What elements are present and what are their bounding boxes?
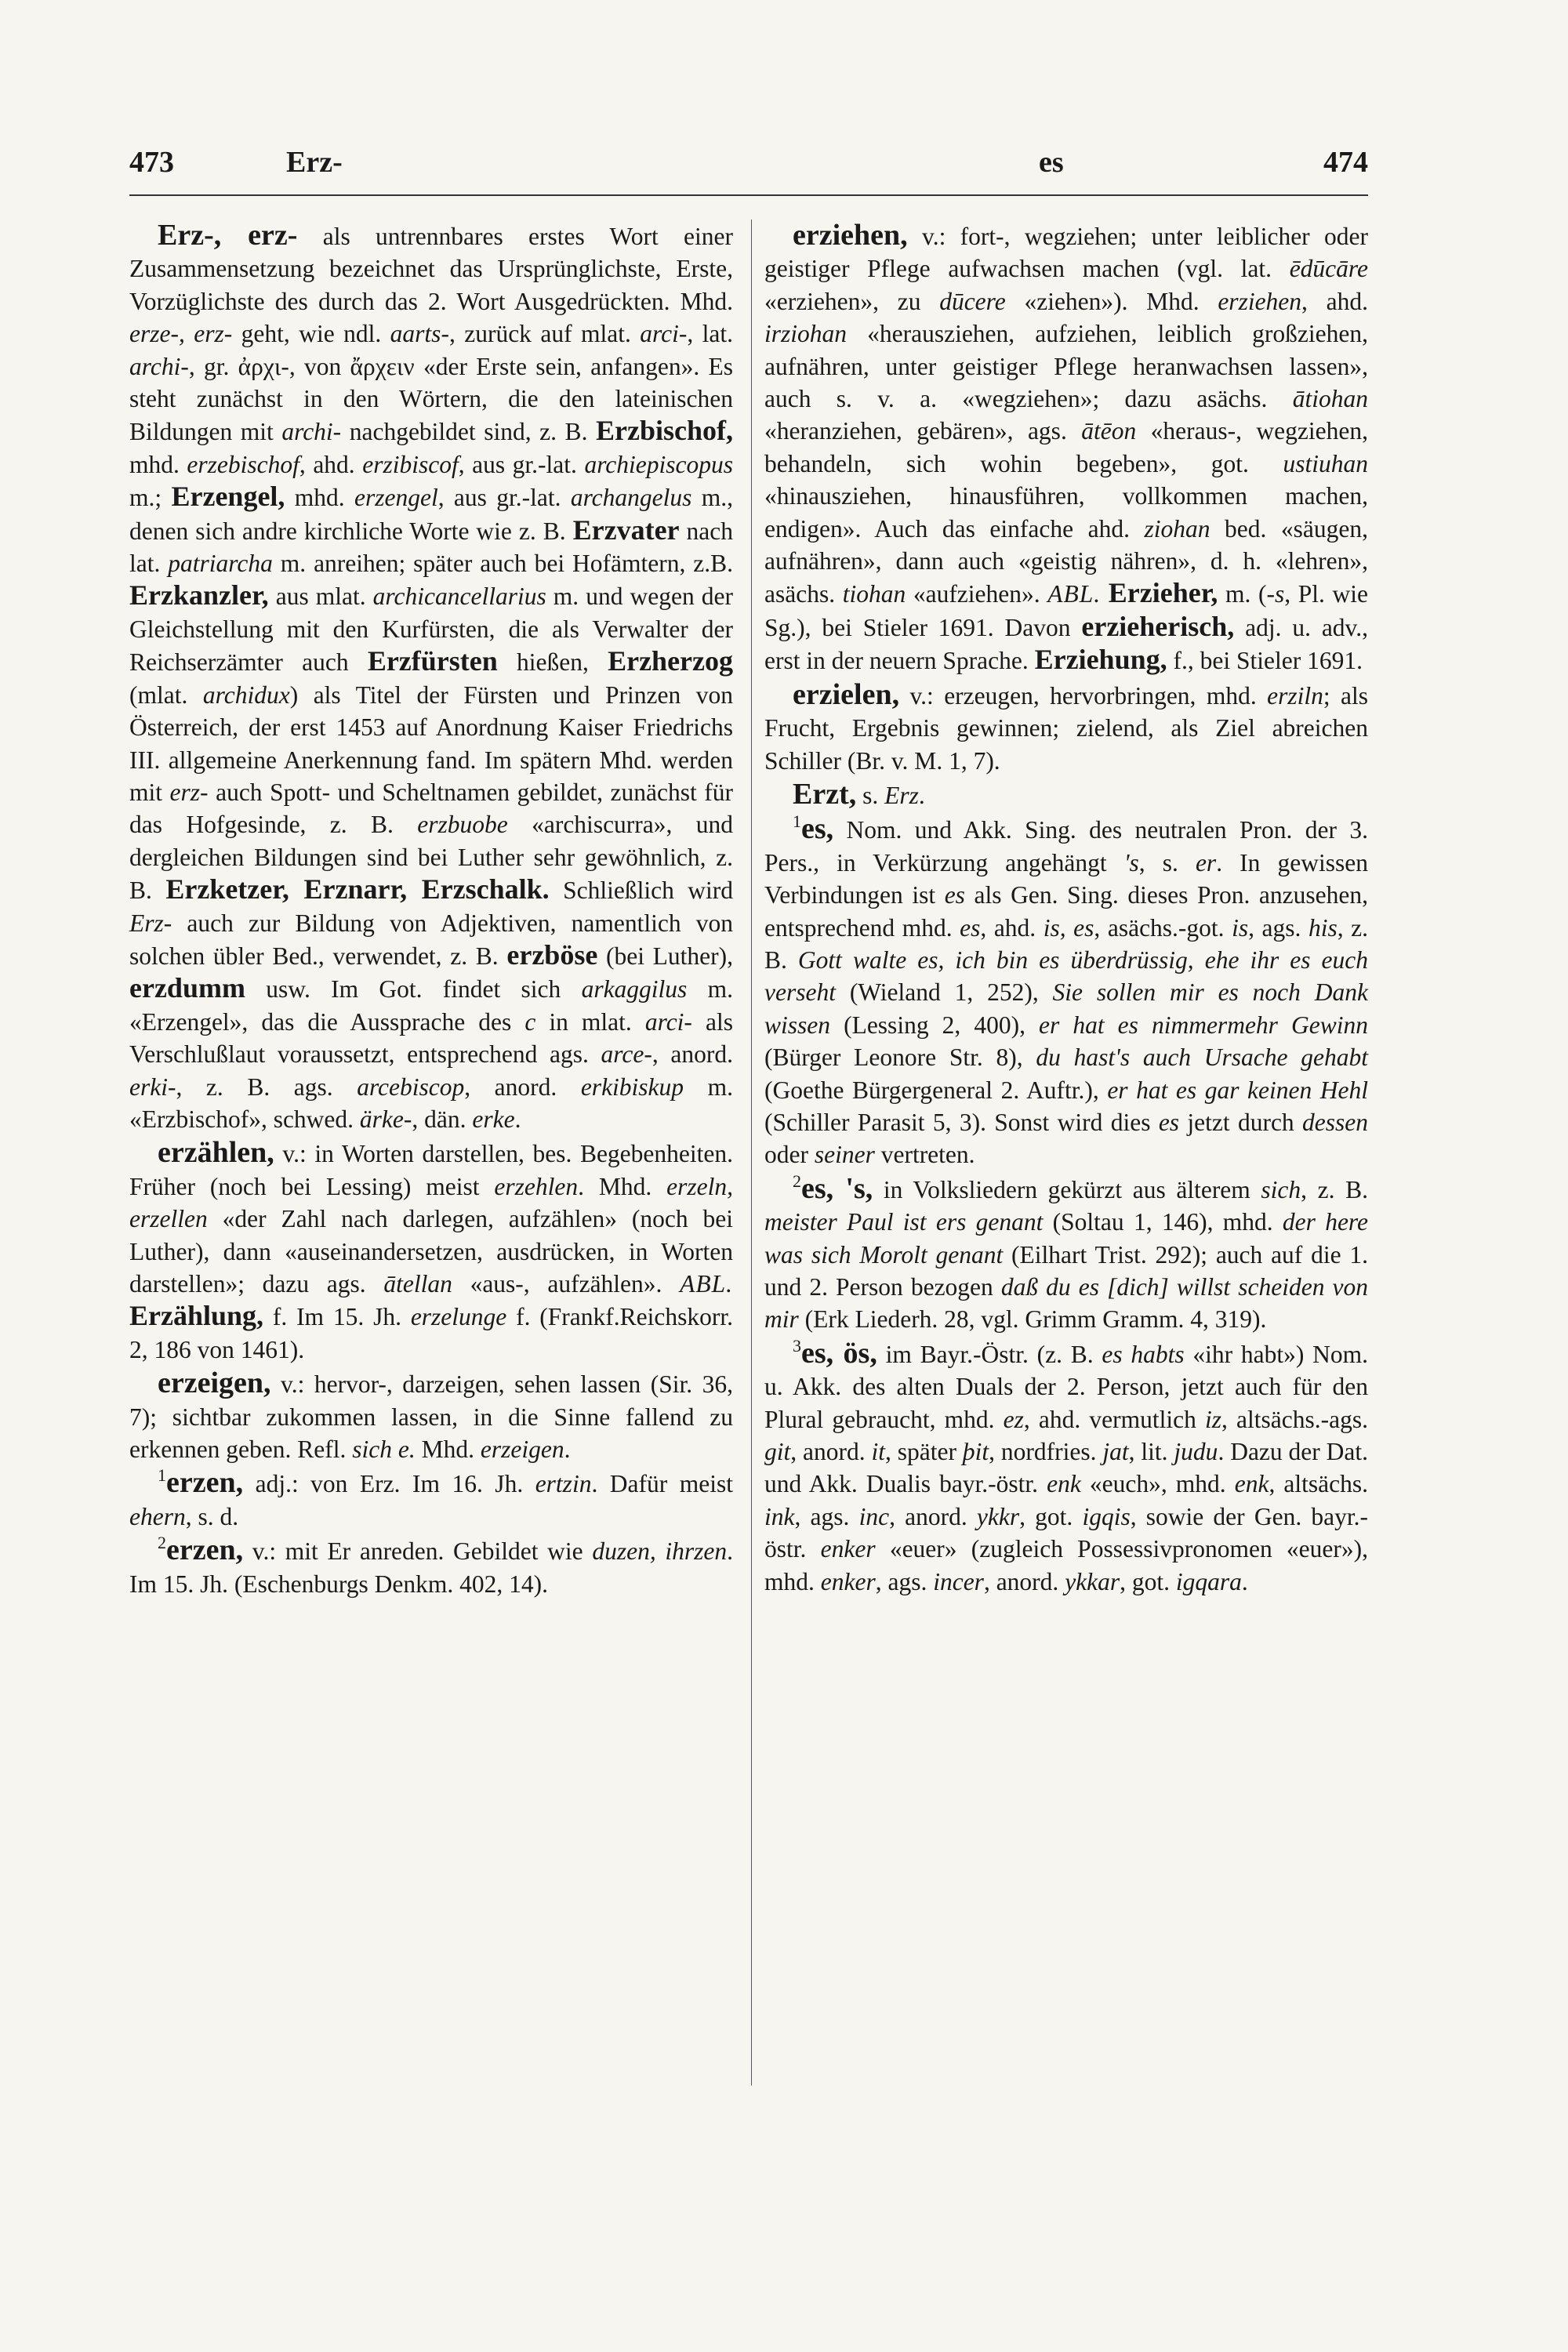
headword: erziehen, <box>793 219 908 252</box>
headword: Erzengel, <box>171 481 285 513</box>
headword: Erzt, <box>793 777 857 811</box>
headword: Erziehung, <box>1034 644 1167 676</box>
headword: Erzketzer, Erznarr, Erzschalk. <box>165 873 550 906</box>
headword: Erz-, erz- <box>158 219 298 252</box>
dictionary-entry: erzielen, v.: erzeugen, hervorbringen, mhd. erziln; als Frucht, Ergebnis gewinnen; zielend, als Ziel abreichen Schiller (Br. v. M. 1, 7). <box>764 677 1368 775</box>
headword: Erzählung, <box>129 1300 264 1332</box>
left-column <box>129 220 733 1602</box>
headword: Erzbischof, <box>596 415 733 447</box>
page-number-right: 474 <box>1323 146 1368 179</box>
headword: Erzvater <box>572 514 680 546</box>
dictionary-entry: $^3$es, ös, im Bayr.-Östr. (z. B. es habts «ihr habt») Nom. u. Akk. des alten Duals der 2. Person, jetzt auch für den Plural gebraucht, mhd. ez, ahd. vermutlich iz, altsächs.-ags. git, anord. it, später þit, nordfries. jat, lit. judu. Dazu der Dat. und Akk. Dualis bayr.-östr. enk «euch», mhd. enk, altsächs. ink, ags. inc, anord. ykkr, got. igqis, sowie der Gen. bayr.-östr. enker «euer» (zugleich Possessivpronomen «euer»), mhd. enker, ags. incer, anord. ykkar, got. igqara. <box>764 1335 1368 1595</box>
dictionary-entry: Erz-, erz- als untrennbares erstes Wort einer Zusammensetzung bezeichnet das Ursprünglichste, Erste, Vorzüglichste des durch das 2. Wort Ausgedrückten. Mhd. erze-, erz- geht, wie ndl. aarts-, zurück auf mlat. arci-, lat. archi-, gr. ἀρχι-, von ἄρχειν «der Erste sein, anfangen». Es steht zunächst in den Wörtern, die den lateinischen Bildungen mit archi- nachgebildet sind, z. B. Erzbischof, mhd. erzebischof, ahd. erzibiscof, aus gr.-lat. archiepiscopus m.; Erzengel, mhd. erzengel, aus gr.-lat. archangelus m., denen sich andre kirchliche Worte wie z. B. Erzvater nach lat. patriarcha m. anreihen; später auch bei Hofämtern, z.B. Erzkanzler, aus mlat. archicancellarius m. und wegen der Gleichstellung mit den Kurfürsten, die als Verwalter der Reichserzämter auch Erzfürsten hießen, Erzherzog (mlat. archidux) als Titel der Fürsten und Prinzen von Österreich, der erst 1453 auf Anordnung Kaiser Friedrichs III. allgemeine Anerkennung fand. Im spätern Mhd. werden mit erz- auch Spott- und Scheltnamen gebildet, zunächst für das Hofgesinde, z. B. erzbuobe «archiscurra», und dergleichen Bildungen sind bei Luther sehr gewöhnlich, z. B. Erzketzer, Erznarr, Erzschalk. Schließlich wird Erz- auch zur Bildung von Adjektiven, namentlich von solchen übler Bed., verwendet, z. B. erzböse (bei Luther), erzdumm usw. Im Got. findet sich arkaggilus m. «Erzengel», das die Aussprache des c in mlat. arci- als Verschlußlaut voraussetzt, entsprechend ags. arce-, anord. erki-, z. B. ags. arcebiscop, anord. erkibiskup m. «Erzbischof», schwed. ärke-, dän. erke. <box>129 219 734 1133</box>
headword: erzböse <box>506 938 598 971</box>
header-rule <box>129 194 1368 196</box>
headword: erzdumm <box>129 972 245 1004</box>
dictionary-entry: $^1$erzen, adj.: von Erz. Im 16. Jh. ertzin. Dafür meist ehern, s. d. <box>129 1465 733 1530</box>
headword: erzeigen, <box>158 1367 271 1400</box>
dictionary-entry: $^1$es, Nom. und Akk. Sing. des neutralen Pron. der 3. Pers., in Verkürzung angehängt 's, s. er. In gewissen Verbindungen ist es als Gen. Sing. dieses Pron. anzusehen, entsprechend mhd. es, ahd. is, es, asächs.-got. is, ags. his, z. B. Gott walte es, ich bin es überdrüssig, ehe ihr es euch verseht (Wieland 1, 252), Sie sollen mir es noch Dank wissen (Lessing 2, 400), er hat es nimmermehr Gewinn (Bürger Leonore Str. 8), du hast's auch Ursache gehabt (Goethe Bürgergeneral 2. Auftr.), er hat es gar keinen Hehl (Schiller Parasit 5, 3). Sonst wird dies es jetzt durch dessen oder seiner vertreten. <box>764 811 1369 1169</box>
running-head-left: Erz- <box>286 146 343 179</box>
headword: Erzherzog <box>608 645 734 677</box>
dictionary-entry: erzählen, v.: in Worten darstellen, bes. Begebenheiten. Früher (noch bei Lessing) meist erzehlen. Mhd. erzeln, erzellen «der Zahl nach darlegen, aufzählen» (noch bei Luther), dann «auseinandersetzen, ausdrücken, in Worten darstellen»; dazu ags. ātellan «aus-, aufzählen». ABL. Erzählung, f. Im 15. Jh. erzelunge f. (Frankf.Reichskorr. 2, 186 von 1461). <box>129 1136 733 1363</box>
headword: erzählen, <box>158 1136 274 1170</box>
headword: erzen, <box>166 1534 244 1567</box>
page-number-left: 473 <box>129 146 174 179</box>
dictionary-entry: erziehen, v.: fort-, wegziehen; unter leiblicher oder geistiger Pflege aufwachsen machen (vgl. lat. ēdūcāre «erziehen», zu dūcere «ziehen»). Mhd. erziehen, ahd. irziohan «herausziehen, aufziehen, leiblich großziehen, aufnähren, unter geistiger Pflege heranwachsen lassen», auch s. v. a. «wegziehen»; dazu asächs. ātiohan «heranziehen, gebären», ags. ātēon «heraus-, wegziehen, behandeln, sich wohin begeben», got. ustiuhan «hinausziehen, hinausführen, vollkommen machen, endigen». Auch das einfache ahd. ziohan bed. «säugen, aufnähren», dann auch «geistig nähren», d. h. «lehren», asächs. tiohan «aufziehen». ABL. Erzieher, m. (-s, Pl. wie Sg.), bei Stieler 1691. Davon erzieherisch, adj. u. adv., erst in der neuern Sprache. Erziehung, f., bei Stieler 1691. <box>764 219 1369 676</box>
headword: es, 's, <box>801 1171 873 1205</box>
dictionary-entry: erzeigen, v.: hervor-, darzeigen, sehen lassen (Sir. 36, 7); sichtbar zukommen lassen, in die Sinne fallend zu erkennen geben. Refl. sich e. Mhd. erzeigen. <box>129 1367 733 1464</box>
headword: es, ös, <box>801 1336 877 1370</box>
headword: Erzfürsten <box>367 645 498 677</box>
headword: Erzkanzler, <box>129 579 269 612</box>
running-head-right: es <box>1039 146 1064 179</box>
headword: erzieherisch, <box>1081 610 1235 642</box>
right-column <box>764 220 1368 1599</box>
dictionary-entry: $^2$erzen, v.: mit Er anreden. Gebildet wie duzen, ihrzen. Im 15. Jh. (Eschenburgs Denkm. 402, 14). <box>129 1533 733 1598</box>
headword: erzielen, <box>793 677 900 711</box>
page-header <box>129 145 1368 192</box>
headword: erzen, <box>166 1466 244 1500</box>
dictionary-entry: $^2$es, 's, in Volksliedern gekürzt aus älterem sich, z. B. meister Paul ist ers genant (Soltau 1, 146), mhd. der here was sich Morolt genant (Eilhart Trist. 292); auch auf die 1. und 2. Person bezogen daß du es [dich] willst scheiden von mir (Erk Liederh. 28, vgl. Grimm Gramm. 4, 319). <box>764 1171 1369 1334</box>
headword: Erzieher, <box>1108 577 1218 609</box>
headword: es, <box>801 812 834 846</box>
dictionary-entry: Erzt, s. Erz. <box>793 777 925 811</box>
column-divider <box>751 220 752 2085</box>
